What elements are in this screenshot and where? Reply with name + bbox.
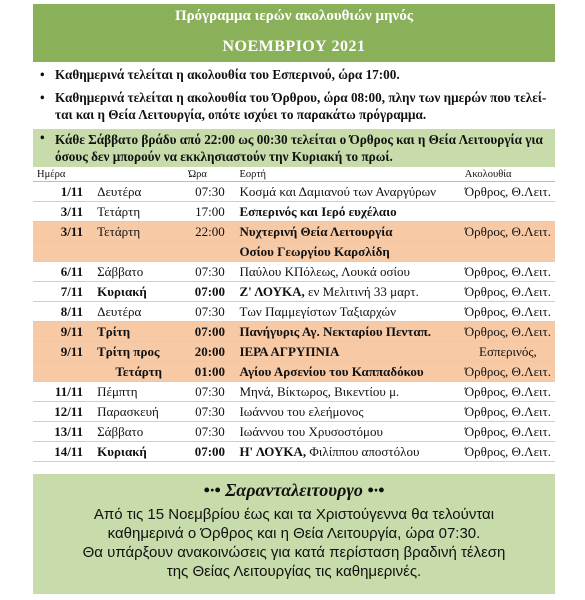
row-day: Τετάρτη bbox=[93, 202, 184, 222]
row-date: 6/11 bbox=[33, 262, 93, 282]
row-feast: Αγίου Αρσενίου του Καππαδόκου bbox=[235, 362, 460, 382]
title-line-2: ΝΟΕΜΒΡΙΟΥ 2021 bbox=[222, 38, 366, 55]
feast-rest: εν Μελιτινή 33 μαρτ. bbox=[304, 283, 419, 299]
footer-line: Θα υπάρξουν ανακοινώσεις για κατά περίσταση βραδινή τέλεση bbox=[82, 544, 506, 561]
row-time: 07:30 bbox=[184, 302, 235, 322]
bullet-icon: • bbox=[40, 130, 45, 145]
feast-rest: Φιλίππου αποστόλου bbox=[306, 443, 420, 459]
row-date: 8/11 bbox=[33, 302, 93, 322]
row-service: Όρθρος, Θ.Λειτ. bbox=[461, 322, 555, 342]
note-text: Καθημερινά τελείται η ακολουθία του Όρθρου, ώρα 08:00, πλην των ημερών που τελεί-ται και η Θεία Λειτουργία, οπότε ισχύει το παρακάτω πρόγραμμα. bbox=[55, 90, 547, 122]
footer-line: της Θείας Λειτουργίας τις καθημερινές. bbox=[166, 563, 422, 580]
row-feast: Ιωάννου του Χρυσοστόμου bbox=[235, 422, 460, 442]
row-service: Όρθρος, Θ.Λειτ. bbox=[461, 362, 555, 382]
header-service: Ακολουθία bbox=[461, 167, 555, 182]
row-time: 07:30 bbox=[184, 262, 235, 282]
table-row bbox=[33, 382, 555, 402]
row-day: Τετάρτη bbox=[93, 222, 184, 242]
row-date: 1/11 bbox=[33, 182, 93, 202]
bullet-icon: • bbox=[40, 90, 45, 105]
row-date: 9/11 bbox=[33, 322, 93, 342]
row-feast bbox=[235, 442, 460, 462]
row-feast: Ιωάννου του ελεήμονος bbox=[235, 402, 460, 422]
footer-text bbox=[33, 505, 555, 581]
row-time: 17:00 bbox=[184, 202, 235, 222]
row-day: Δευτέρα bbox=[93, 182, 184, 202]
row-time: 07:00 bbox=[184, 322, 235, 342]
row-service: Όρθρος, Θ.Λειτ. bbox=[461, 302, 555, 322]
title-banner bbox=[33, 4, 555, 62]
row-feast bbox=[235, 282, 460, 302]
table-row bbox=[33, 442, 555, 462]
note-vespers bbox=[33, 66, 555, 83]
footer-line: Από τις 15 Νοεμβρίου έως και τα Χριστούγεννα θα τελούνται bbox=[93, 506, 495, 523]
row-service: Όρθρος, Θ.Λειτ. bbox=[461, 282, 555, 302]
header-time: Ώρα bbox=[184, 167, 235, 182]
row-day: Κυριακή bbox=[93, 282, 184, 302]
row-feast: Παύλου ΚΠόλεως, Λουκά οσίου bbox=[235, 262, 460, 282]
footer-title: •·• Σαρανταλειτουργο •·• bbox=[203, 480, 385, 500]
row-day: Πέμπτη bbox=[93, 382, 184, 402]
row-time-empty bbox=[184, 242, 235, 262]
table-row bbox=[33, 182, 555, 202]
table-row bbox=[33, 222, 555, 242]
row-day: Τετάρτη bbox=[93, 362, 184, 382]
footer-line: καθημερινά ο Όρθρος και η Θεία Λειτουργία, ώρα 07:30. bbox=[107, 525, 481, 542]
table-row bbox=[33, 282, 555, 302]
feast-sunday: Ζ' ΛΟΥΚΑ, bbox=[239, 283, 305, 299]
row-feast: Πανήγυρις Αγ. Νεκταρίου Πενταπ. bbox=[235, 322, 460, 342]
row-service: Όρθρος, Θ.Λειτ. bbox=[461, 222, 555, 242]
row-feast: Κοσμά και Δαμιανού των Αναργύρων bbox=[235, 182, 460, 202]
row-time: 07:30 bbox=[184, 402, 235, 422]
row-date: 3/11 bbox=[33, 222, 93, 242]
row-time: 07:30 bbox=[184, 422, 235, 442]
row-date: 9/11 bbox=[33, 342, 93, 362]
row-time: 20:00 bbox=[184, 342, 235, 362]
title-line-1: Πρόγραμμα ιερών ακολουθιών μηνός bbox=[174, 8, 414, 24]
table-row bbox=[33, 362, 555, 382]
row-day: Παρασκευή bbox=[93, 402, 184, 422]
row-service: Όρθρος, Θ.Λειτ. bbox=[461, 402, 555, 422]
row-service: Όρθρος, Θ.Λειτ. bbox=[461, 382, 555, 402]
note-matins bbox=[33, 89, 555, 123]
table-row bbox=[33, 302, 555, 322]
header-feast: Εορτή bbox=[235, 167, 460, 182]
row-time: 07:30 bbox=[184, 182, 235, 202]
row-day: Δευτέρα bbox=[93, 302, 184, 322]
row-service: Όρθρος, Θ.Λειτ. bbox=[461, 442, 555, 462]
row-service: Εσπερινός, bbox=[461, 342, 555, 362]
row-date: 11/11 bbox=[33, 382, 93, 402]
row-day: Κυριακή bbox=[93, 442, 184, 462]
row-time: 07:00 bbox=[184, 442, 235, 462]
row-day: Τρίτη προς bbox=[93, 342, 184, 362]
note-text: Κάθε Σάββατο βράδυ από 22:00 ως 00:30 τελείται ο Όρθρος και η Θεία Λειτουργία για όσους δεν μπορούν να εκκλησιαστούν την Κυριακή το πρωί. bbox=[55, 132, 543, 164]
row-date: 13/11 bbox=[33, 422, 93, 442]
forty-liturgies-box bbox=[33, 474, 555, 594]
row-date-empty bbox=[33, 362, 93, 382]
table-row bbox=[33, 402, 555, 422]
feast-sunday: Η' ΛΟΥΚΑ, bbox=[239, 443, 307, 459]
row-date: 12/11 bbox=[33, 402, 93, 422]
row-service: Όρθρος, Θ.Λειτ. bbox=[461, 422, 555, 442]
row-service bbox=[461, 202, 555, 222]
row-feast: Εσπερινός και Ιερό ευχέλαιο bbox=[235, 202, 460, 222]
row-feast: Μηνά, Βίκτωρος, Βικεντίου μ. bbox=[235, 382, 460, 402]
row-day-empty bbox=[93, 242, 184, 262]
row-day: Σάββατο bbox=[93, 422, 184, 442]
row-feast: Οσίου Γεωργίου Καρσλίδη bbox=[235, 242, 460, 262]
row-date: 3/11 bbox=[33, 202, 93, 222]
row-time: 07:00 bbox=[184, 282, 235, 302]
row-date: 14/11 bbox=[33, 442, 93, 462]
row-service-empty bbox=[461, 242, 555, 262]
schedule-table bbox=[33, 167, 555, 462]
row-day: Σάββατο bbox=[93, 262, 184, 282]
row-time: 22:00 bbox=[184, 222, 235, 242]
notes-section bbox=[33, 66, 555, 167]
table-row bbox=[33, 422, 555, 442]
table-row bbox=[33, 242, 555, 262]
bullet-icon: • bbox=[40, 67, 45, 82]
row-date: 7/11 bbox=[33, 282, 93, 302]
row-date-empty bbox=[33, 242, 93, 262]
table-row bbox=[33, 342, 555, 362]
table-row bbox=[33, 202, 555, 222]
table-row bbox=[33, 322, 555, 342]
row-feast: Νυχτερινή Θεία Λειτουργία bbox=[235, 222, 460, 242]
row-time: 07:30 bbox=[184, 382, 235, 402]
note-text: Καθημερινά τελείται η ακολουθία του Εσπερινού, ώρα 17:00. bbox=[55, 67, 400, 82]
row-service: Όρθρος, Θ.Λειτ. bbox=[461, 182, 555, 202]
row-service: Όρθρος, Θ.Λειτ. bbox=[461, 262, 555, 282]
note-saturday-night bbox=[33, 129, 555, 167]
row-feast: ΙΕΡΑ ΑΓΡΥΠΝΙΑ bbox=[235, 342, 460, 362]
header-day: Ημέρα bbox=[33, 167, 93, 182]
row-day: Τρίτη bbox=[93, 322, 184, 342]
table-header-row bbox=[33, 167, 555, 182]
row-feast: Των Παμμεγίστων Ταξιαρχών bbox=[235, 302, 460, 322]
table-row bbox=[33, 262, 555, 282]
header-blank bbox=[93, 167, 184, 182]
row-time: 01:00 bbox=[184, 362, 235, 382]
